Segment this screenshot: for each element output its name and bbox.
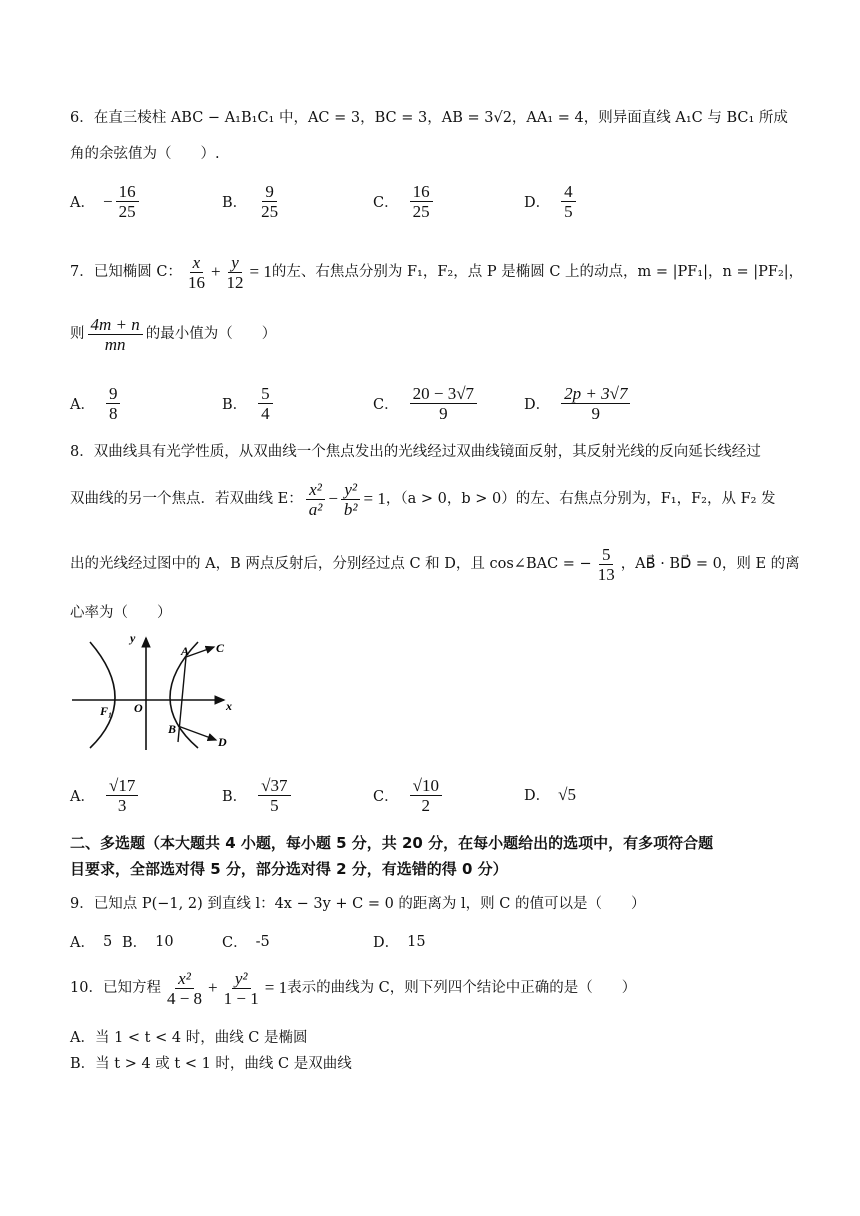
q7-option-d[interactable] xyxy=(524,384,633,423)
option-fraction: $\frac{9}{8}$ xyxy=(106,384,121,423)
q8-stem-line2: 双曲线的另一个焦点．若双曲线 E： $\frac{\text{x²}}{\text{a²}}$ − $\frac{\text{y²}}{\text{b²}}$ = 1 ，（a > 0，b > 0）的左、右焦点分别为，F₁，F₂，从 F₂ 发 xyxy=(70,479,776,519)
q8-option-d[interactable] xyxy=(524,784,576,805)
option-value: √5 xyxy=(558,784,576,804)
hyperbola-figure xyxy=(68,630,240,754)
q7-option-c[interactable] xyxy=(373,384,480,423)
label-x: x xyxy=(226,699,232,713)
q8-option-a[interactable] xyxy=(70,776,141,815)
option-value: -5 xyxy=(255,933,270,950)
q7-option-a[interactable] xyxy=(70,384,123,423)
option-label: D． xyxy=(524,788,551,804)
q8-option-b[interactable] xyxy=(222,776,294,815)
label-f1: F₁ xyxy=(100,704,113,718)
q10-option-a[interactable]: A．当 1 < t < 4 时，曲线 C 是椭圆 xyxy=(70,1030,308,1046)
option-fraction: $\frac{√17}{3}$ xyxy=(106,776,138,815)
label-y: y xyxy=(130,631,136,645)
option-fraction: $\frac{√37}{5}$ xyxy=(258,776,290,815)
q7-stem-line2: 则 $\frac{4m + n}{mn}$ 的最小值为（ ） xyxy=(70,314,277,354)
option-label: D． xyxy=(524,195,551,211)
option-label: A． xyxy=(70,789,95,805)
option-label: C． xyxy=(373,789,399,805)
option-fraction: $\frac{4}{5}$ xyxy=(561,182,576,221)
q6-stem-line2: 角的余弦值为（ ）. xyxy=(70,146,220,162)
q6-option-c[interactable] xyxy=(373,182,436,221)
q6-option-d[interactable] xyxy=(524,182,579,221)
q10-option-b[interactable]: B．当 t > 4 或 t < 1 时，曲线 C 是双曲线 xyxy=(70,1056,352,1072)
label-c: C xyxy=(216,641,225,655)
option-label: C． xyxy=(373,397,399,413)
option-label: D． xyxy=(373,935,400,951)
q9-option-b[interactable] xyxy=(122,931,174,952)
option-fraction: $\frac{2p + 3√7}{9}$ xyxy=(561,384,630,423)
option-fraction: $\frac{16}{25}$ xyxy=(116,182,139,221)
q8-stem-line1: 8．双曲线具有光学性质，从双曲线一个焦点发出的光线经过双曲线镜面反射，其反射光线的反向延长线经过 xyxy=(70,444,761,460)
section2-heading-line2: 目要求，全部选对得 5 分，部分选对得 2 分，有选错的得 0 分） xyxy=(70,860,508,878)
left-branch xyxy=(90,642,115,748)
q9-option-d[interactable] xyxy=(373,931,426,952)
section2-heading-line1: 二、多选题（本大题共 4 小题，每小题 5 分，共 20 分，在每小题给出的选项中，有多项符合题 xyxy=(70,834,714,852)
q8-stem-line4: 心率为（ ） xyxy=(70,605,172,621)
option-label: A． xyxy=(70,397,95,413)
q7-stem-line1: 7．已知椭圆 C： $\frac{x}{16}$ + $\frac{y}{12}$ = 1 的左、右焦点分别为 F₁，F₂，点 P 是椭圆 C 上的动点，m = |PF₁|，n = |PF₂|， xyxy=(70,252,804,292)
option-label: C． xyxy=(222,935,248,951)
option-fraction: $\frac{5}{4}$ xyxy=(258,384,273,423)
label-d: D xyxy=(218,735,227,749)
option-label: B． xyxy=(222,397,248,413)
q6-option-b[interactable] xyxy=(222,182,284,221)
q8-stem-line3: 出的光线经过图中的 A，B 两点反射后，分别经过点 C 和 D，且 cos∠BAC = − $\frac{5}{13}$ ，AB⃗ · BD⃗ = 0，则 E 的离 xyxy=(70,544,800,584)
option-fraction: $\frac{16}{25}$ xyxy=(410,182,433,221)
option-value: 15 xyxy=(407,933,426,950)
q10-stem: 10．已知方程 $\frac{\text{x²}}{4 - 8}$ + $\frac{\text{y²}}{1 - 1}$ = 1 表示的曲线为 C，则下列四个结论中正确的是（ ） xyxy=(70,968,637,1008)
option-label: A． xyxy=(70,195,95,211)
option-fraction: $\frac{9}{25}$ xyxy=(261,182,279,221)
option-label: C． xyxy=(373,195,399,211)
q9-option-a[interactable] xyxy=(70,931,112,952)
q6-stem-line1: 6．在直三棱柱 ABC − A₁B₁C₁ 中，AC = 3，BC = 3，AB = 3√2，AA₁ = 4，则异面直线 A₁C 与 BC₁ 所成 xyxy=(70,110,788,126)
option-label: B． xyxy=(222,789,248,805)
q8-option-c[interactable] xyxy=(373,776,445,815)
q6-option-a[interactable] xyxy=(70,182,142,221)
option-sign: − xyxy=(102,191,113,211)
label-o: O xyxy=(134,701,143,715)
ray-a-to-c xyxy=(186,647,214,657)
option-fraction: $\frac{√10}{2}$ xyxy=(410,776,442,815)
q7-option-b[interactable] xyxy=(222,384,276,423)
q9-stem: 9．已知点 P(−1, 2) 到直线 l：4x − 3y + C = 0 的距离为 l，则 C 的值可以是（ ） xyxy=(70,896,646,912)
option-value: 5 xyxy=(102,933,113,950)
q9-option-c[interactable] xyxy=(222,931,270,952)
option-label: A． xyxy=(70,935,95,951)
option-value: 10 xyxy=(155,933,174,950)
option-label: B． xyxy=(222,195,248,211)
option-fraction: $\frac{20 - 3√7}{9}$ xyxy=(410,384,477,423)
label-b: B xyxy=(168,722,177,736)
option-label: D． xyxy=(524,397,551,413)
option-label: B． xyxy=(122,935,148,951)
label-a: A xyxy=(181,644,190,658)
